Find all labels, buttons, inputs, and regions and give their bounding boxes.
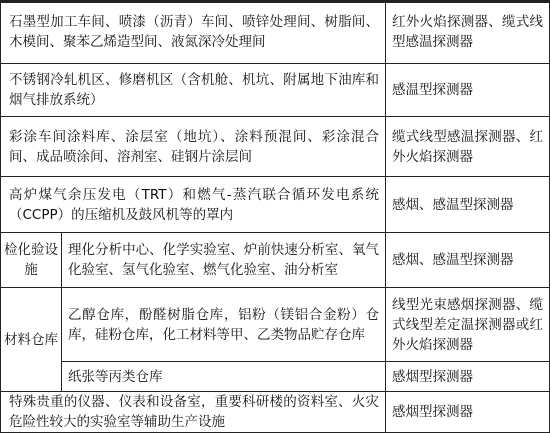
table-row (1, 117, 550, 177)
detector-cell: 感烟、感温型探测器 (386, 177, 550, 233)
table-row (1, 392, 550, 433)
location-cell: 石墨型加工车间、喷漆（沥青）车间、喷锌处理间、树脂间、木模间、聚苯乙烯造型间、液氮深冷处理间 (1, 1, 386, 64)
location-cell: 特殊贵重的仪器、仪表和设备室，重要科研楼的资料室、火灾危险性较大的实验室等辅助生产设施 (1, 392, 386, 433)
location-cell: 纸张等丙类仓库 (62, 362, 386, 392)
location-cell: 理化分析中心、化学实验室、炉前快速分析室、氧气化验室、氢气化验室、燃气化验室、油分析室 (62, 233, 386, 288)
table-row (1, 64, 550, 117)
detector-cell: 感烟型探测器 (386, 392, 550, 433)
table-row (1, 362, 550, 392)
table-row (1, 233, 550, 288)
detector-cell: 红外火焰探测器、缆式线型感温探测器 (386, 1, 550, 64)
group-label: 材料仓库 (1, 288, 62, 392)
location-cell: 高炉煤气余压发电（TRT）和燃气-蒸汽联合循环发电系统（CCPP）的压缩机及鼓风机等的罩内 (1, 177, 386, 233)
detector-cell: 缆式线型感温探测器、红外火焰探测器 (386, 117, 550, 177)
table-row (1, 177, 550, 233)
location-cell: 彩涂车间涂料库、涂层室（地坑）、涂料预混间、彩涂混合间、成品喷涂间、溶剂室、硅钢片涂层间 (1, 117, 386, 177)
table-row (1, 288, 550, 362)
location-cell: 乙醇仓库，酚醛树脂仓库，铝粉（镁铝合金粉）仓库，硅粉仓库，化工材料等甲、乙类物品贮存仓库 (62, 288, 386, 362)
location-cell: 不锈钢冷轧机区、修磨机区（含机舱、机坑、附属地下油库和烟气排放系统） (1, 64, 386, 117)
detector-cell: 感温型探测器 (386, 64, 550, 117)
detector-cell: 感烟、感温型探测器 (386, 233, 550, 288)
detector-cell: 感烟型探测器 (386, 362, 550, 392)
table-row (1, 1, 550, 64)
group-label: 检化验设施 (1, 233, 62, 288)
detector-cell: 线型光束感烟探测器、缆式线型差定温探测器或红外火焰探测器 (386, 288, 550, 362)
